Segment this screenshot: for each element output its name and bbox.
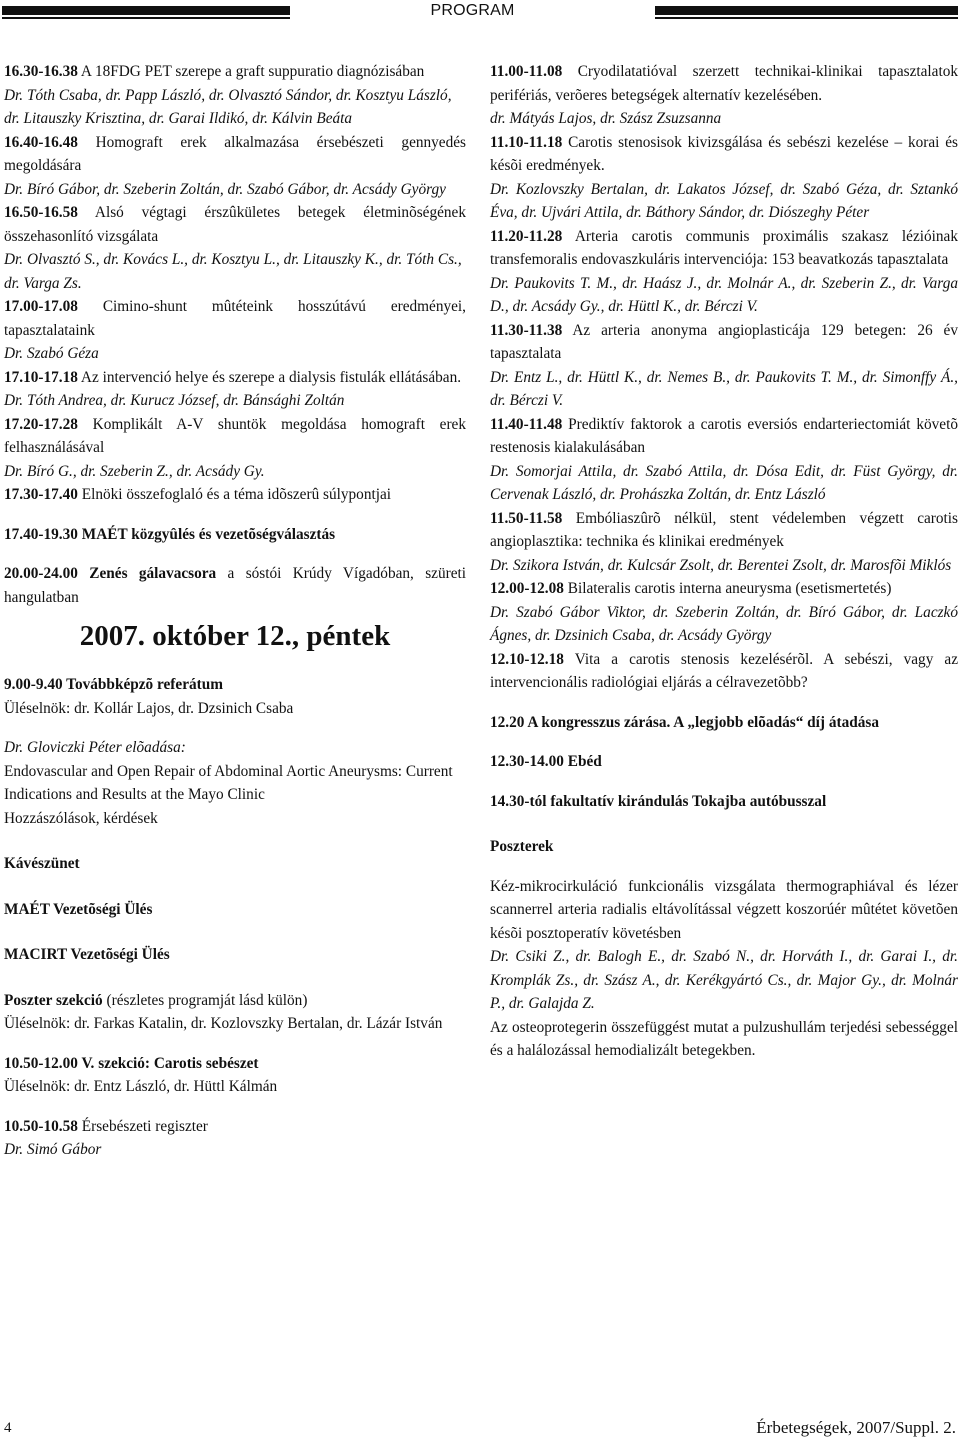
talk-authors: Dr. Tóth Andrea, dr. Kurucz József, dr. Bánsághi Zoltán xyxy=(4,392,345,409)
talk-title: 11.20-11.28 Arteria carotis communis proximális szakasz lézióinak transfemoralis endovaszkuláris intervenciója: 153 beavatkozás tapasztalata xyxy=(490,227,958,268)
poster-authors: Dr. Csiki Z., dr. Balogh E., dr. Szabó N., dr. Horváth I., dr. Garai I., dr. Kromplák Zs., dr. Szász A., dr. Kerékgyártó Cs., dr. Major Gy., dr. Molnár P., dr. Galajda Z. xyxy=(490,948,958,1012)
talk-time: 11.30-11.38 xyxy=(490,321,563,339)
talk-time: 11.00-11.08 xyxy=(490,63,563,80)
talk-title: 11.30-11.38 Az arteria anonyma angioplasticája 129 betegen: 26 év tapasztalata xyxy=(490,321,958,362)
talk-time: 16.50-16.58 xyxy=(4,204,78,221)
session-chairs: Üléselnök: dr. Entz László, dr. Hüttl Kálmán xyxy=(4,1078,278,1095)
talk-authors: Dr. Szikora István, dr. Kulcsár Zsolt, dr. Berentei Zsolt, dr. Marosfõi Miklós xyxy=(490,556,952,574)
talk-authors: dr. Mátyás Lajos, dr. Szász Zsuzsanna xyxy=(490,110,722,127)
talk-authors: Dr. Simó Gábor xyxy=(4,1141,102,1158)
talk-title: 16.50-16.58 Alsó végtagi érszûkületes betegek életminõségének összehasonlító vizsgálata xyxy=(4,204,466,245)
posters-heading: Poszterek xyxy=(490,838,554,855)
page-header xyxy=(0,0,960,36)
talk-title: 11.00-11.08 Cryodilatatióval szerzett technikai-klinikai tapasztalatok perifériás, verõeres betegségek alternatív kezelésében. xyxy=(490,63,958,104)
journal-reference: Érbetegségek, 2007/Suppl. 2. xyxy=(756,1418,956,1437)
header-rule-left xyxy=(2,6,290,15)
talk-title: 12.10-12.18 Vita a carotis stenosis kezelésérõl. A sebészi, vagy az intervencionális radiológiai eljárás a célravezetõbb? xyxy=(490,650,958,691)
section-title: 10.50-12.00 V. szekció: Carotis sebészet xyxy=(4,1054,259,1072)
talk-authors: Dr. Szabó Géza xyxy=(4,345,99,362)
header-title: PROGRAM xyxy=(430,2,515,19)
talk-time: 10.50-10.58 xyxy=(4,1117,78,1135)
congress-closing: 12.20 A kongresszus zárása. A „legjobb elõadás“ díj átadása xyxy=(490,713,879,731)
talk-time: 16.30-16.38 xyxy=(4,63,78,80)
talk-time: 12.10-12.18 xyxy=(490,650,564,668)
right-column xyxy=(490,60,958,1063)
talk-title: 16.30-16.38 A 18FDG PET szerepe a graft suppuratio diagnózisában xyxy=(4,63,425,80)
talk-title: 17.10-17.18 Az intervenció helye és szerepe a dialysis fistulák ellátásában. xyxy=(4,368,462,386)
talk-time: 17.00-17.08 xyxy=(4,298,78,315)
talk-title: 10.50-10.58 Érsebészeti regiszter xyxy=(4,1117,208,1135)
lunch: 12.30-14.00 Ebéd xyxy=(490,753,602,770)
talk-authors: Dr. Tóth Csaba, dr. Papp László, dr. Olvasztó Sándor, dr. Kosztyu László, dr. Litauszky Krisztina, dr. Garai Ildikó, dr. Kálvin Beáta xyxy=(4,86,452,127)
lecture-speaker: Dr. Gloviczki Péter elõadása: xyxy=(4,739,186,756)
talk-authors: Dr. Bíró Gábor, dr. Szeberin Zoltán, dr. Szabó Gábor, dr. Acsády György xyxy=(4,180,446,198)
header-rule-right-thin xyxy=(655,17,958,19)
talk-authors: Dr. Bíró G., dr. Szeberin Z., dr. Acsády Gy. xyxy=(4,462,265,480)
talk-title: 16.40-16.48 Homograft erek alkalmazása érsebészeti gennyedés megoldására xyxy=(4,133,466,174)
poster-title: Az osteoprotegerin összefüggést mutat a pulzushullám terjedési sebességgel és a halálozással hemodializált betegekben. xyxy=(490,1018,958,1059)
talk-time: 11.20-11.28 xyxy=(490,227,563,245)
session-chairs: Üléselnök: dr. Kollár Lajos, dr. Dzsinich Csaba xyxy=(4,699,294,717)
talk-title: 17.00-17.08 Cimino-shunt mûtéteink hosszútávú eredményei, tapasztalataink xyxy=(4,298,466,339)
macirt-board-meeting: MACIRT Vezetõségi Ülés xyxy=(4,946,170,963)
talk-title: 11.10-11.18 Carotis stenosisok kivizsgálása és sebészi kezelése – korai és késõi eredmények. xyxy=(490,133,958,174)
talk-time: 12.00-12.08 xyxy=(490,580,564,597)
talk-title: 11.50-11.58 Embóliaszûrõ nélkül, stent védelemben végzett carotis angioplasztika: technika és klinikai eredmények xyxy=(490,509,958,550)
lecture-session-title: 9.00-9.40 Továbbképzõ referátum xyxy=(4,676,223,693)
talk-authors: Dr. Szabó Gábor Viktor, dr. Szeberin Zoltán, dr. Bíró Gábor, dr. Laczkó Ágnes, dr. Dzsinich Csaba, dr. Acsády György xyxy=(490,603,958,644)
coffee-break: Kávészünet xyxy=(4,855,80,872)
talk-title: 17.20-17.28 Komplikált A-V shuntök megoldása homograft erek felhasználásával xyxy=(4,415,466,456)
day-heading: 2007. október 12., péntek xyxy=(79,620,391,652)
talk-time: 11.10-11.18 xyxy=(490,133,563,151)
lecture-title: Endovascular and Open Repair of Abdominal Aortic Aneurysms: Current Indications and Results at the Mayo Clinic xyxy=(4,762,453,803)
talk-authors: Dr. Paukovits T. M., dr. Haász J., dr. Molnár A., dr. Szeberin Z., dr. Varga D., dr. Acsády Gy., dr. Hüttl K., dr. Bérczi V. xyxy=(490,274,958,315)
talk-authors: Dr. Olvasztó S., dr. Kovács L., dr. Kosztyu L., dr. Litauszky K., dr. Tóth Cs., dr. Varga Zs. xyxy=(4,251,462,292)
talk-time: 11.50-11.58 xyxy=(490,509,563,527)
talk-title: 12.00-12.08 Bilateralis carotis interna aneurysma (esetismertetés) xyxy=(490,580,892,597)
session-chairs: Üléselnök: dr. Farkas Katalin, dr. Kozlovszky Bertalan, dr. Lázár István xyxy=(4,1015,443,1032)
maet-board-meeting: MAÉT Vezetõségi Ülés xyxy=(4,900,153,918)
talk-authors: Dr. Entz L., dr. Hüttl K., dr. Nemes B., dr. Paukovits T. M., dr. Simonffy Á., dr. Bérczi V. xyxy=(490,368,958,409)
header-rule-right xyxy=(655,6,958,15)
header-rule-left-thin xyxy=(2,17,290,19)
talk-authors: Dr. Somorjai Attila, dr. Szabó Attila, dr. Dósa Edit, dr. Füst György, dr. Cervenak László, dr. Prohászka Zoltán, dr. Entz László xyxy=(490,462,958,503)
optional-excursion: 14.30-tól fakultatív kirándulás Tokajba autóbusszal xyxy=(490,792,827,810)
talk-title: 17.30-17.40 Elnöki összefoglaló és a téma idõszerû súlypontjai xyxy=(4,486,392,503)
talk-authors: Dr. Kozlovszky Bertalan, dr. Lakatos József, dr. Szabó Géza, dr. Sztankó Éva, dr. Ujvári Attila, dr. Báthory Sándor, dr. Diószeghy Péter xyxy=(490,180,958,221)
talk-title: 11.40-11.48 Prediktív faktorok a carotis eversiós endarteriectomiát követõ restenosis kialakulásában xyxy=(490,415,958,456)
page-number: 4 xyxy=(4,1420,12,1436)
gala-dinner: 20.00-24.00 Zenés gálavacsora a sóstói Krúdy Vígadóban, szüreti hangulatban xyxy=(4,565,466,606)
left-column xyxy=(4,60,466,1162)
talk-time: 11.40-11.48 xyxy=(490,415,563,433)
poster-title: Kéz-mikrocirkuláció funkcionális vizsgálata thermographiával és lézer scannerrel arteria radialis eltávolítással végzett koszorúér mûtétet követõen késõi posztoperatív követésben xyxy=(490,877,958,942)
general-assembly: 17.40-19.30 MAÉT közgyûlés és vezetõségválasztás xyxy=(4,525,336,543)
talk-time: 17.20-17.28 xyxy=(4,415,78,433)
talk-time: 17.10-17.18 xyxy=(4,368,78,386)
talk-time: 16.40-16.48 xyxy=(4,133,78,151)
lecture-discussion: Hozzászólások, kérdések xyxy=(4,809,158,827)
talk-time: 17.30-17.40 xyxy=(4,486,78,503)
poster-session-title: Poszter szekció (részletes programját lásd külön) xyxy=(4,991,308,1009)
